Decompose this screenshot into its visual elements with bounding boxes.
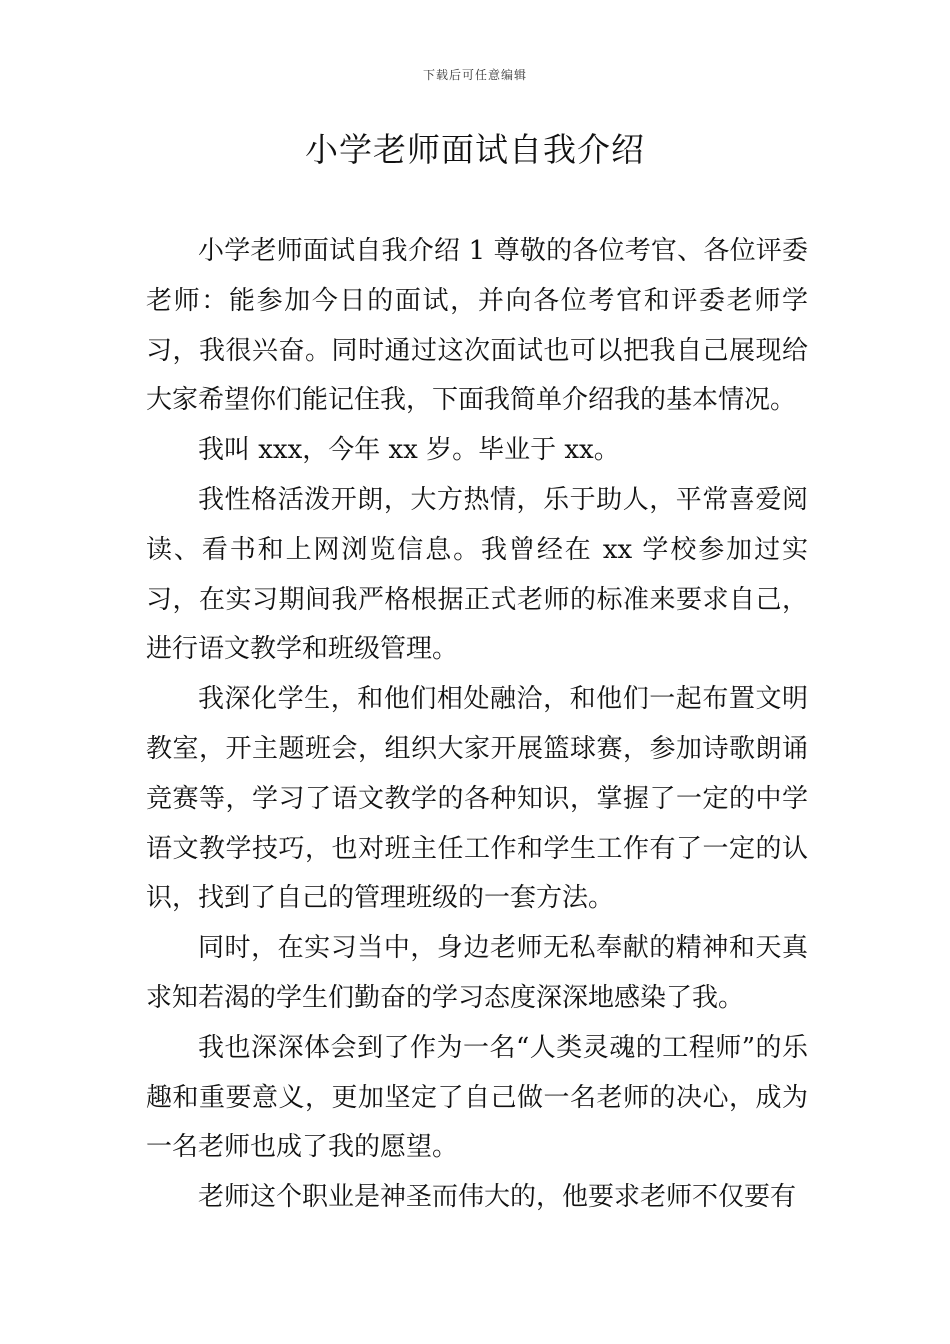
paragraph-intro: 小学老师面试自我介绍 1 尊敬的各位考官、各位评委老师：能参加今日的面试，并向各位考官和评委老师学习，我很兴奋。同时通过这次面试也可以把我自己展现给大家希望你们能记住我，下面我简单介绍我的基本情况。 — [146, 236, 808, 416]
header-note: 下载后可任意编辑 — [422, 68, 527, 82]
document-title: 小学老师面试自我介绍 — [305, 130, 645, 169]
paragraph-aspiration: 我也深深体会到了作为一名“人类灵魂的工程师”的乐趣和重要意义，更加坚定了自己做一名老师的决心，成为一名老师也成了我的愿望。 — [146, 1032, 808, 1163]
paragraph-profession: 老师这个职业是神圣而伟大的，他要求老师不仅要有 — [198, 1182, 797, 1213]
paragraph-internship: 我深化学生，和他们相处融洽，和他们一起布置文明教室，开主题班会，组织大家开展篮球赛，参加诗歌朗诵竞赛等，学习了语文教学的各种知识，掌握了一定的中学语文教学技巧，也对班主任工作和学生工作有了一定的认识，找到了自己的管理班级的一套方法。 — [146, 684, 808, 914]
paragraph-personality: 我性格活泼开朗，大方热情，乐于助人，平常喜爱阅读、看书和上网浏览信息。我曾经在 xx 学校参加过实习，在实习期间我严格根据正式老师的标准来要求自己，进行语文教学和班级管理。 — [146, 484, 808, 665]
document-body — [146, 227, 808, 1223]
paragraph-basic-info: 我叫 xxx，今年 xx 岁。毕业于 xx。 — [198, 435, 620, 466]
paragraph-inspiration: 同时，在实习当中，身边老师无私奉献的精神和天真求知若渴的学生们勤奋的学习态度深深地感染了我。 — [146, 933, 808, 1013]
